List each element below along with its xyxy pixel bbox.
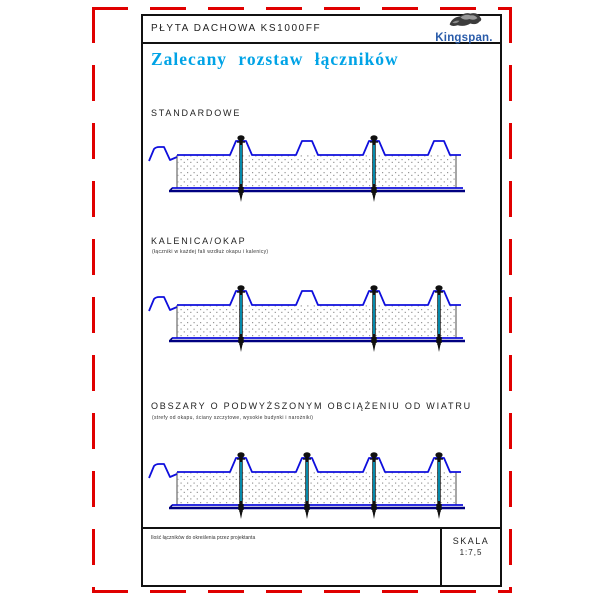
footer-note: Ilość łączników do określenia przez projektanta — [151, 535, 256, 541]
panel-diagram-kalenica-okap — [147, 282, 467, 358]
panel-diagram-obszary-wiatr — [147, 449, 467, 525]
kingspan-logo — [433, 10, 495, 43]
trim-border-bottom — [92, 590, 512, 593]
scale-box — [440, 529, 500, 585]
title-block-footer — [143, 527, 500, 585]
scale-value: 1:7,5 — [459, 548, 483, 557]
brand-wordmark: Kingspan. — [435, 32, 493, 44]
section-subtitle-obszary-wiatr: (strefy od okapu, ściany szczytowe, wysokie budynki i narożniki) — [152, 415, 314, 421]
panel-diagram-standardowe — [147, 132, 467, 208]
section-heading-kalenica-okap: KALENICA/OKAP — [151, 236, 247, 246]
trim-border-right — [509, 7, 512, 593]
section-heading-obszary-wiatr: OBSZARY O PODWYŻSZONYM OBCIĄŻENIU OD WIATRU — [151, 401, 472, 411]
sheet-frame — [141, 14, 502, 587]
scale-label: SKALA — [452, 536, 490, 546]
section-subtitle-kalenica-okap: (łączniki w każdej fali wzdłuż okapu i kalenicy) — [152, 249, 269, 255]
trim-border-left — [92, 7, 95, 593]
title-block-header — [143, 16, 500, 44]
lion-icon — [441, 10, 487, 28]
document-title: PŁYTA DACHOWA KS1000FF — [151, 23, 322, 34]
page-title: Zalecany rozstaw łączników — [151, 49, 399, 69]
section-heading-standardowe: STANDARDOWE — [151, 108, 242, 118]
